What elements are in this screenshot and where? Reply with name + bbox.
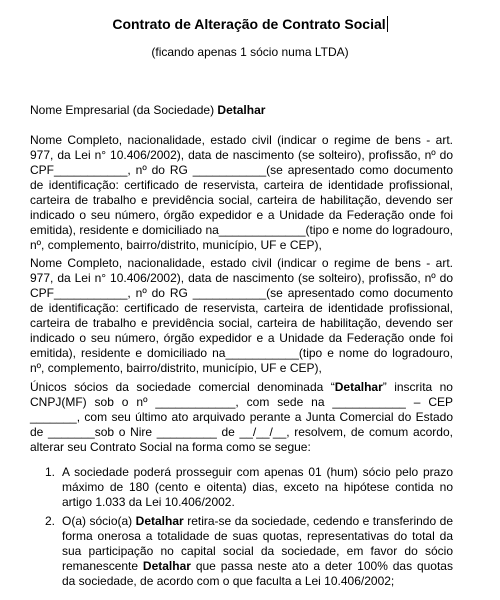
clause-1-text: A sociedade poderá prosseguir com apenas 01 (hum) sócio pelo prazo máximo de 180 (cento e oitenta) dias, exceto na hipótese contida no artigo 1.033 da Lei 10.406/2002. [62,465,453,509]
clause-1-number: 1. [45,465,56,479]
title-text: Contrato de Alteração de Contrato Social [112,16,386,32]
clause-1 [30,465,453,510]
clause-list [30,465,453,593]
document-subtitle: (ficando apenas 1 sócio numa LTDA) [151,45,349,59]
partners-statement-rest: ” inscrita no CNPJ(MF) sob o nº ____________, com sede na ___________ – CEP _______, com seu último ato arquivado perante a Junta Comercial do Estado de _______sob o Nire _________ de __/__/__, resolvem, de comum acordo, alterar seu Contrato Social na forma como se segue: [30,380,453,454]
partners-statement-start: Únicos sócios da sociedade comercial denominada “ [30,380,335,394]
clause-2 [30,514,453,589]
clause-2-text [62,514,453,589]
clause-2-number: 2. [45,514,56,528]
clause-2-middle: retira-se da sociedade, cedendo e transferindo de forma onerosa a totalidade de suas quotas, representativas do total da sua participação no capital social da sociedade, em favor do sócio remanescente [62,514,453,573]
text-cursor [387,16,388,32]
company-name-placeholder: Detalhar [217,103,266,117]
company-name-label: Nome Empresarial (da Sociedade) [30,103,218,117]
company-placeholder: Detalhar [334,380,383,394]
company-name-line [30,103,453,118]
partner-2-qualification: Nome Completo, nacionalidade, estado civil (indicar o regime de bens - art. 977, da Lei n° 10.406/2002), data de nascimento (se solteiro), profissão, nº do CPF___________, nº do RG ___________(se apresentado como documento de identificação: certificado de reservista, carteira de identidade profissional, carteira de trabalho e previdência social, carteira de habilitação, devendo ser indicado o seu número, órgão expedidor e a Unidade da Federação onde foi emitida), residente e domiciliado na___________(tipo e nome do logradouro, nº, complemento, bairro/distrito, município, UF e CEP), [30,256,453,375]
remaining-partner-placeholder: Detalhar [142,559,191,573]
departing-partner-placeholder: Detalhar [135,514,184,528]
partner-1-qualification: Nome Completo, nacionalidade, estado civil (indicar o regime de bens - art. 977, da Lei n° 10.406/2002), data de nascimento (se solteiro), profissão, nº do CPF___________, nº do RG ___________(se apresentado como documento de identificação: certificado de reservista, carteira de identidade profissional, carteira de trabalho e previdência social, carteira de habilitação, devendo ser indicado o seu número, órgão expedidor e a Unidade da Federação onde foi emitida), residente e domiciliado na_____________(tipo e nome do logradouro, nº, complemento, bairro/distrito, município, UF e CEP), [30,133,453,252]
clause-2-end: que passa neste ato a deter 100% das quotas da sociedade, de acordo com o que faculta a Lei 10.406/2002; [62,559,453,588]
partners-statement [30,380,453,455]
clause-2-start: O(a) sócio(a) [62,514,136,528]
document-title [0,14,500,34]
